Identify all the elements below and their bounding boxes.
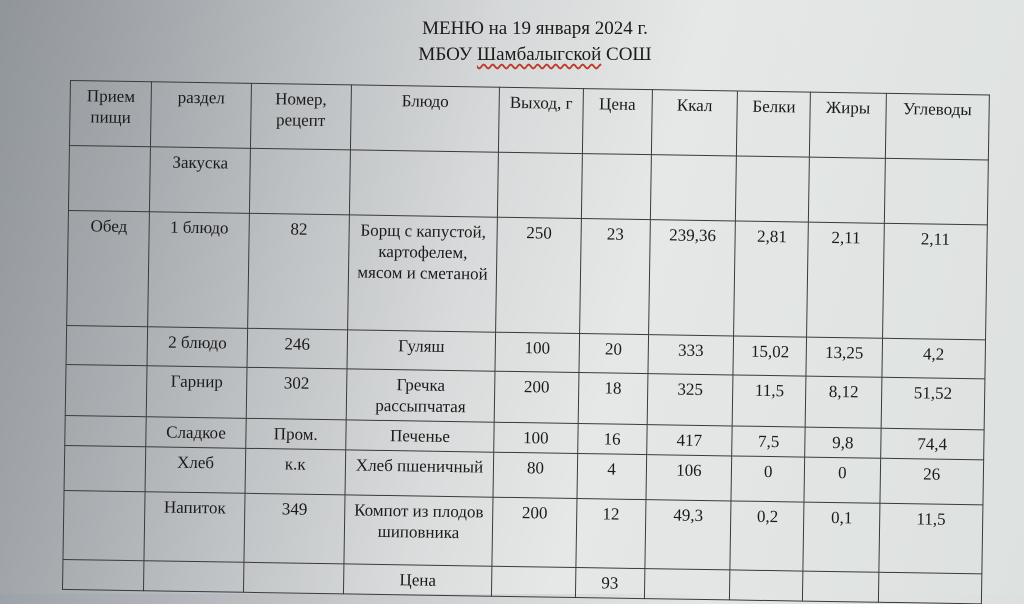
col-header-price: Цена — [582, 89, 652, 155]
cell-protein: 0,2 — [730, 501, 804, 571]
school-prefix: МБОУ — [418, 44, 477, 65]
cell-protein: 0 — [731, 456, 805, 502]
cell-carbs: 2,11 — [882, 223, 987, 340]
cell-fat: 8,12 — [805, 376, 881, 428]
col-header-protein: Белки — [737, 91, 811, 157]
col-header-kcal: Ккал — [651, 90, 738, 156]
cell-protein — [736, 156, 810, 222]
cell-meal — [66, 325, 148, 365]
school-name: Шамбалыгской — [476, 44, 602, 65]
cell-section: Закуска — [150, 147, 250, 214]
cell-section: Сладкое — [146, 417, 246, 449]
cell-meal — [68, 145, 150, 211]
col-header-recipe: Номер, рецепт — [250, 83, 351, 150]
cell-fat: 0,1 — [803, 502, 879, 572]
cell-dish: Гречка рассыпчатая — [346, 369, 495, 422]
cell-kcal: 49,3 — [645, 500, 732, 570]
cell-carbs: 26 — [879, 458, 983, 505]
total-label: Цена — [343, 564, 492, 596]
cell-price: 23 — [579, 219, 650, 335]
total-empty-cell — [803, 571, 879, 602]
cell-section: 1 блюдо — [148, 212, 249, 329]
cell-yield: 100 — [495, 332, 579, 372]
cell-fat — [809, 157, 885, 223]
school-line — [0, 42, 1024, 68]
cell-dish: Борщ с капустой, картофелем, мясом и сметаной — [348, 215, 498, 332]
cell-section: Напиток — [144, 492, 244, 563]
col-header-carbs: Углеводы — [885, 93, 989, 160]
menu-table — [62, 80, 990, 604]
col-header-dish: Блюдо — [350, 85, 499, 152]
cell-fat: 2,11 — [807, 222, 884, 338]
cell-yield — [498, 152, 583, 218]
cell-meal — [64, 445, 146, 491]
cell-carbs: 74,4 — [880, 428, 984, 460]
total-empty-cell — [492, 566, 576, 597]
cell-protein: 7,5 — [732, 426, 806, 457]
cell-protein: 11,5 — [732, 375, 806, 427]
cell-dish — [349, 150, 498, 217]
menu-header — [0, 16, 1024, 68]
cell-yield: 200 — [494, 371, 578, 423]
col-header-yield: Выход, г — [499, 87, 584, 153]
cell-price: 16 — [577, 424, 646, 455]
col-header-fat: Жиры — [810, 92, 886, 158]
cell-carbs: 4,2 — [881, 338, 985, 379]
cell-price: 12 — [576, 499, 646, 569]
cell-kcal: 417 — [646, 425, 732, 456]
cell-meal: Обед — [67, 210, 150, 326]
cell-meal — [65, 364, 147, 416]
cell-recipe: 246 — [247, 328, 348, 369]
total-empty-cell — [644, 569, 730, 600]
cell-section: Гарнир — [147, 366, 247, 419]
total-empty-cell — [243, 562, 344, 594]
menu-title: МЕНЮ на 19 января 2024 г. — [422, 18, 648, 39]
cell-carbs — [884, 158, 988, 225]
total-empty-cell — [62, 559, 144, 590]
cell-section: Хлеб — [145, 447, 245, 494]
cell-recipe: 302 — [246, 367, 347, 420]
cell-protein: 2,81 — [734, 221, 809, 337]
cell-dish: Хлеб пшеничный — [345, 450, 494, 497]
cell-protein: 15,02 — [733, 336, 807, 376]
cell-recipe: 349 — [244, 493, 345, 564]
cell-price — [581, 154, 651, 220]
cell-recipe: 82 — [247, 213, 349, 330]
cell-fat: 13,25 — [806, 337, 882, 377]
cell-dish: Гуляш — [347, 330, 496, 371]
cell-dish: Компот из плодов шиповника — [344, 495, 493, 566]
total-empty-cell — [730, 570, 804, 601]
cell-recipe: Пром. — [245, 418, 346, 450]
total-empty-cell — [144, 561, 244, 593]
total-value: 93 — [575, 568, 644, 599]
cell-yield: 80 — [493, 452, 577, 498]
cell-meal — [63, 490, 146, 560]
cell-carbs: 11,5 — [878, 503, 983, 574]
cell-kcal: 239,36 — [648, 220, 735, 336]
cell-kcal — [650, 155, 737, 221]
cell-fat: 9,8 — [805, 427, 881, 458]
col-header-section: раздел — [151, 82, 251, 149]
cell-recipe: к.к — [245, 448, 346, 495]
cell-price: 4 — [577, 454, 647, 500]
cell-price: 20 — [579, 334, 649, 374]
cell-yield: 250 — [496, 217, 581, 333]
cell-price: 18 — [578, 373, 648, 425]
cell-fat: 0 — [804, 457, 880, 503]
school-suffix: СОШ — [601, 44, 652, 65]
cell-dish: Печенье — [346, 420, 495, 452]
cell-yield: 100 — [494, 422, 578, 453]
cell-carbs: 51,52 — [881, 377, 985, 430]
cell-meal — [65, 415, 147, 446]
cell-recipe — [249, 148, 350, 215]
cell-kcal: 106 — [646, 455, 732, 501]
col-header-meal: Прием пищи — [69, 81, 151, 147]
cell-section: 2 блюдо — [147, 327, 247, 368]
cell-kcal: 333 — [648, 335, 734, 375]
cell-kcal: 325 — [647, 374, 733, 426]
table-row — [67, 210, 988, 339]
cell-yield: 200 — [492, 497, 577, 567]
total-empty-cell — [878, 572, 982, 604]
